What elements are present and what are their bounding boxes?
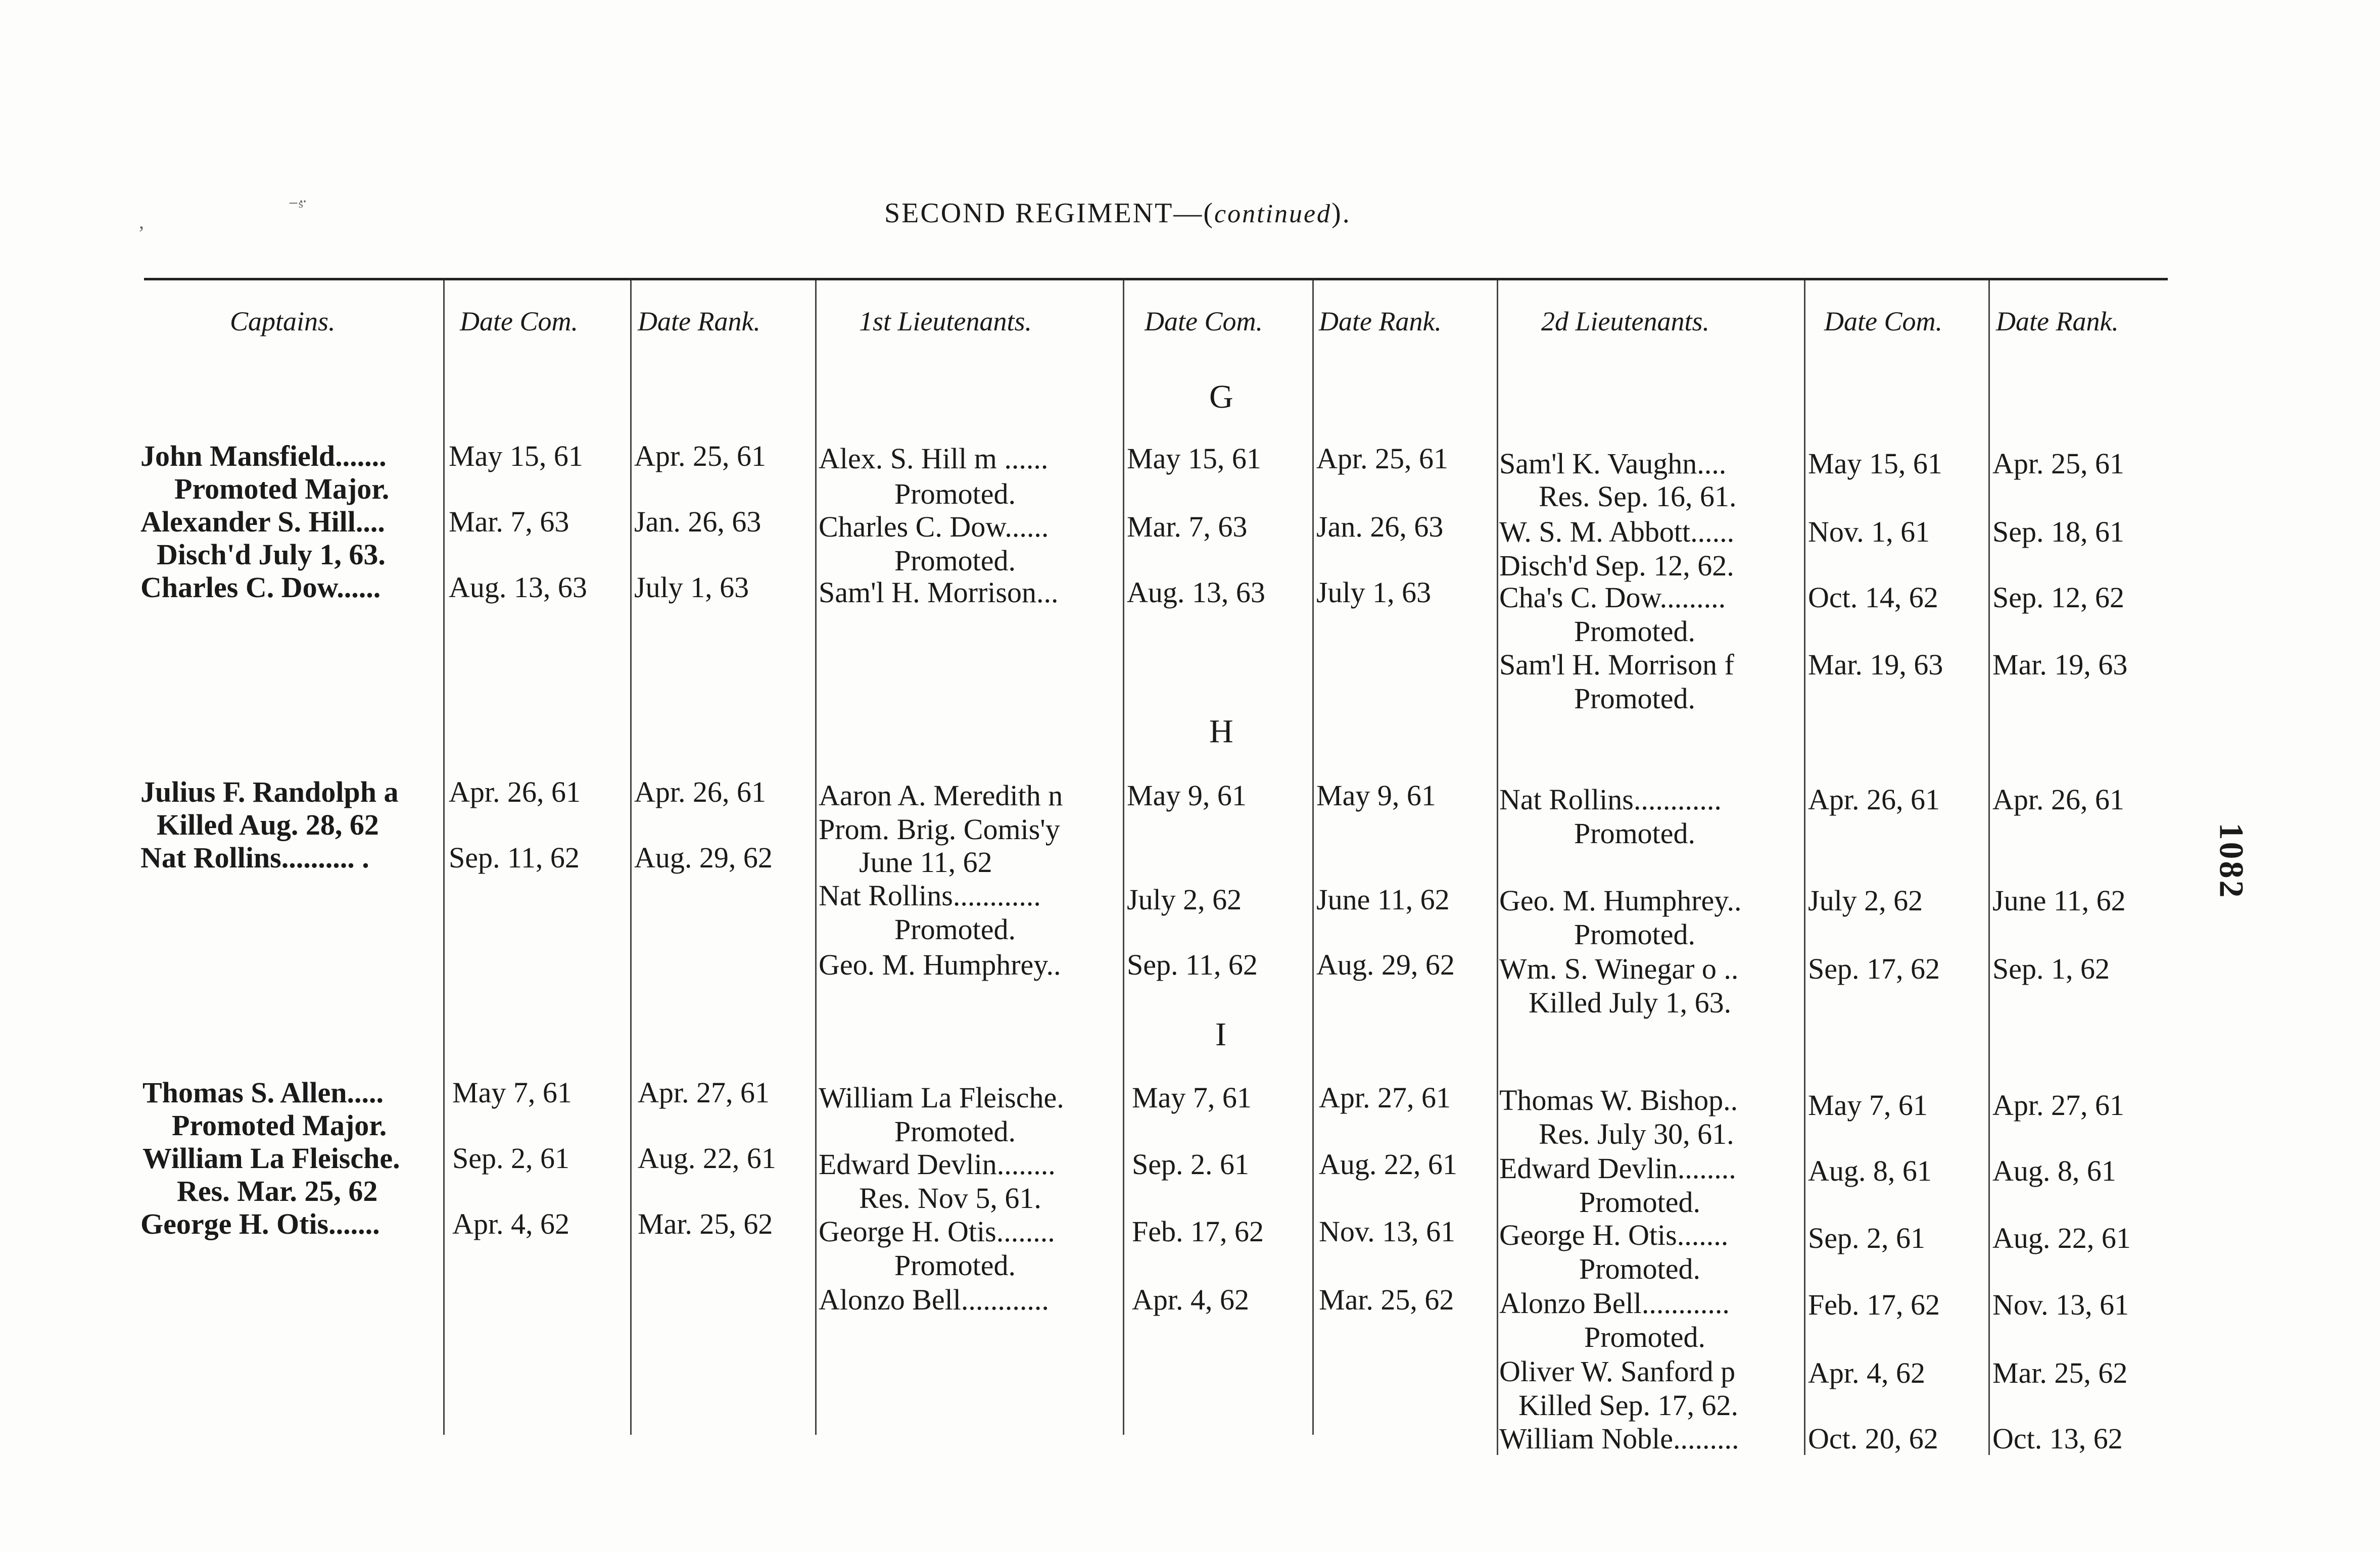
captain-note: Promoted Major. (172, 1109, 387, 1142)
date-rank: July 1, 63 (1316, 576, 1432, 609)
second-lt-name: Nat Rollins............ (1499, 783, 1722, 816)
company-letter-g: G (1209, 378, 1233, 415)
header-1st-lieutenants: 1st Lieutenants. (859, 306, 1032, 336)
date-com: Sep. 17, 62 (1808, 952, 1940, 985)
date-rank: Apr. 26, 61 (1992, 783, 2124, 816)
second-lt-note: Promoted. (1574, 615, 1696, 648)
date-rank: Oct. 13, 62 (1992, 1422, 2123, 1455)
header-date-com: Date Com. (460, 306, 578, 336)
date-rank: Aug. 8, 61 (1992, 1154, 2116, 1187)
date-com: Aug. 8, 61 (1808, 1154, 1932, 1187)
date-com: Sep. 2. 61 (1132, 1148, 1249, 1181)
captain-name: George H. Otis....... (140, 1207, 380, 1240)
title-italic: continued (1214, 200, 1332, 228)
first-lt-note: Res. Nov 5, 61. (859, 1182, 1041, 1215)
second-lt-note: Res. Sep. 16, 61. (1539, 480, 1737, 513)
first-lt-name: Alex. S. Hill m ...... (819, 442, 1049, 475)
first-lt-name: Nat Rollins............ (819, 879, 1041, 912)
date-rank: Apr. 25, 61 (1992, 447, 2124, 480)
header-date-com: Date Com. (1145, 306, 1263, 336)
second-lt-note: Promoted. (1579, 1252, 1701, 1285)
date-rank: Aug. 22, 61 (1992, 1222, 2131, 1254)
column-divider (1312, 280, 1314, 1435)
second-lt-name: Wm. S. Winegar o .. (1499, 952, 1739, 985)
header-date-rank: Date Rank. (1996, 306, 2119, 336)
date-com: Mar. 19, 63 (1808, 648, 1943, 681)
second-lt-note: Killed Sep. 17, 62. (1518, 1389, 1738, 1422)
date-com: May 7, 61 (1808, 1089, 1928, 1122)
date-com: Mar. 7, 63 (449, 505, 569, 538)
second-lt-name: William Noble......... (1499, 1422, 1739, 1455)
second-lt-name: W. S. M. Abbott...... (1499, 515, 1735, 548)
captain-name: Charles C. Dow...... (140, 571, 381, 604)
date-com: May 7, 61 (452, 1076, 572, 1109)
date-rank: Mar. 25, 62 (1992, 1356, 2128, 1389)
date-com: Feb. 17, 62 (1808, 1288, 1940, 1321)
date-com: Oct. 20, 62 (1808, 1422, 1938, 1455)
date-rank: Apr. 25, 61 (634, 440, 766, 472)
date-com: Apr. 4, 62 (1132, 1283, 1249, 1316)
date-rank: Aug. 22, 61 (638, 1142, 776, 1175)
column-divider (443, 280, 445, 1435)
date-com: Oct. 14, 62 (1808, 581, 1938, 614)
date-rank: Mar. 19, 63 (1992, 648, 2128, 681)
date-com: Aug. 13, 63 (449, 571, 587, 604)
first-lt-name: Charles C. Dow...... (819, 510, 1049, 543)
header-2d-lieutenants: 2d Lieutenants. (1541, 306, 1709, 336)
captain-name: Thomas S. Allen..... (142, 1076, 384, 1109)
first-lt-note: Promoted. (894, 1115, 1016, 1148)
date-rank: Jan. 26, 63 (1316, 510, 1444, 543)
date-com: Apr. 4, 62 (1808, 1356, 1925, 1389)
column-divider (815, 280, 817, 1435)
first-lt-note: Promoted. (894, 913, 1016, 946)
date-rank: June 11, 62 (1316, 883, 1450, 916)
company-letter-h: H (1209, 713, 1233, 750)
date-com: Feb. 17, 62 (1132, 1215, 1264, 1248)
date-com: July 2, 62 (1808, 884, 1923, 917)
second-lt-note: Promoted. (1579, 1186, 1701, 1219)
header-date-rank: Date Rank. (638, 306, 760, 336)
date-rank: Apr. 27, 61 (1992, 1089, 2124, 1122)
header-captains: Captains. (230, 306, 336, 336)
first-lt-name: Aaron A. Meredith n (819, 779, 1063, 812)
first-lt-name: Edward Devlin........ (819, 1148, 1056, 1181)
date-com: Apr. 4, 62 (452, 1207, 569, 1240)
date-rank: Mar. 25, 62 (638, 1207, 773, 1240)
date-rank: Apr. 25, 61 (1316, 442, 1448, 475)
second-lt-name: Geo. M. Humphrey.. (1499, 884, 1742, 917)
date-com: Nov. 1, 61 (1808, 515, 1930, 548)
captain-note: Killed Aug. 28, 62 (157, 808, 379, 841)
captain-name: John Mansfield....... (140, 440, 387, 472)
company-letter-i: I (1215, 1016, 1226, 1053)
date-com: May 7, 61 (1132, 1081, 1252, 1114)
second-lt-note: Promoted. (1574, 817, 1696, 850)
date-rank: Nov. 13, 61 (1319, 1215, 1456, 1248)
column-divider (1497, 280, 1498, 1455)
captain-name: William La Fleische. (142, 1142, 400, 1175)
stray-mark: ⁻ˢ̈ (288, 195, 303, 218)
second-lt-name: Sam'l K. Vaughn.... (1499, 447, 1727, 480)
date-com: Sep. 2, 61 (1808, 1222, 1925, 1254)
date-com: Apr. 26, 61 (449, 775, 581, 808)
date-rank: Mar. 25, 62 (1319, 1283, 1454, 1316)
second-lt-name: Sam'l H. Morrison f (1499, 648, 1734, 681)
date-com: May 15, 61 (1127, 442, 1261, 475)
second-lt-note: Promoted. (1574, 918, 1696, 951)
captain-note: Promoted Major. (174, 472, 390, 505)
date-rank: Jan. 26, 63 (634, 505, 761, 538)
second-lt-name: George H. Otis....... (1499, 1219, 1729, 1251)
date-rank: May 9, 61 (1316, 779, 1436, 812)
first-lt-note: June 11, 62 (859, 846, 992, 879)
date-rank: Aug. 22, 61 (1319, 1148, 1457, 1181)
second-lt-note: Promoted. (1574, 682, 1696, 715)
first-lt-note: Promoted. (894, 544, 1016, 577)
page-title (0, 197, 2380, 229)
date-rank: Sep. 18, 61 (1992, 515, 2124, 548)
date-com: July 2, 62 (1127, 883, 1242, 916)
second-lt-name: Oliver W. Sanford p (1499, 1355, 1736, 1388)
captain-name: Nat Rollins.......... . (140, 841, 369, 874)
first-lt-note: Prom. Brig. Comis'y (819, 813, 1060, 846)
column-divider (1123, 280, 1124, 1435)
date-com: Sep. 2, 61 (452, 1142, 569, 1175)
captain-name: Alexander S. Hill.... (140, 505, 385, 538)
date-com: Aug. 13, 63 (1127, 576, 1265, 609)
second-lt-name: Alonzo Bell............ (1499, 1287, 1730, 1320)
date-com: May 15, 61 (449, 440, 583, 472)
first-lt-name: Sam'l H. Morrison... (819, 576, 1059, 609)
page-number: 1082 (2212, 822, 2251, 900)
column-divider (1804, 280, 1805, 1455)
second-lt-name: Thomas W. Bishop.. (1499, 1084, 1738, 1117)
first-lt-name: Geo. M. Humphrey.. (819, 948, 1061, 981)
first-lt-name: George H. Otis........ (819, 1215, 1055, 1248)
first-lt-note: Promoted. (894, 477, 1016, 510)
title-text: SECOND REGIMENT—( (884, 198, 1214, 229)
date-rank: Apr. 27, 61 (638, 1076, 770, 1109)
second-lt-note: Promoted. (1584, 1321, 1706, 1353)
first-lt-name: Alonzo Bell............ (819, 1283, 1049, 1316)
header-rule (144, 278, 2168, 280)
second-lt-name: Cha's C. Dow......... (1499, 581, 1726, 614)
second-lt-note: Disch'd Sep. 12, 62. (1499, 549, 1734, 582)
date-com: Sep. 11, 62 (449, 841, 580, 874)
captain-note: Res. Mar. 25, 62 (177, 1175, 378, 1207)
captain-note: Disch'd July 1, 63. (157, 538, 386, 571)
header-date-rank: Date Rank. (1319, 306, 1442, 336)
date-rank: Sep. 12, 62 (1992, 581, 2124, 614)
date-rank: Aug. 29, 62 (634, 841, 773, 874)
second-lt-name: Edward Devlin........ (1499, 1152, 1736, 1185)
captain-name: Julius F. Randolph a (140, 775, 399, 808)
date-rank: Nov. 13, 61 (1992, 1288, 2129, 1321)
date-com: Apr. 26, 61 (1808, 783, 1940, 816)
title-end: ). (1331, 198, 1351, 229)
date-rank: Sep. 1, 62 (1992, 952, 2110, 985)
date-com: May 15, 61 (1808, 447, 1942, 480)
date-rank: Apr. 27, 61 (1319, 1081, 1451, 1114)
second-lt-note: Res. July 30, 61. (1539, 1118, 1734, 1150)
date-com: Sep. 11, 62 (1127, 948, 1258, 981)
second-lt-note: Killed July 1, 63. (1529, 986, 1732, 1019)
first-lt-name: William La Fleische. (819, 1081, 1064, 1114)
date-com: Mar. 7, 63 (1127, 510, 1248, 543)
stray-mark: , (139, 210, 144, 233)
first-lt-note: Promoted. (894, 1249, 1016, 1282)
date-rank: Apr. 26, 61 (634, 775, 766, 808)
header-date-com: Date Com. (1824, 306, 1942, 336)
date-rank: Aug. 29, 62 (1316, 948, 1455, 981)
date-com: May 9, 61 (1127, 779, 1247, 812)
date-rank: July 1, 63 (634, 571, 749, 604)
date-rank: June 11, 62 (1992, 884, 2126, 917)
column-divider (1988, 280, 1990, 1455)
column-divider (630, 280, 632, 1435)
